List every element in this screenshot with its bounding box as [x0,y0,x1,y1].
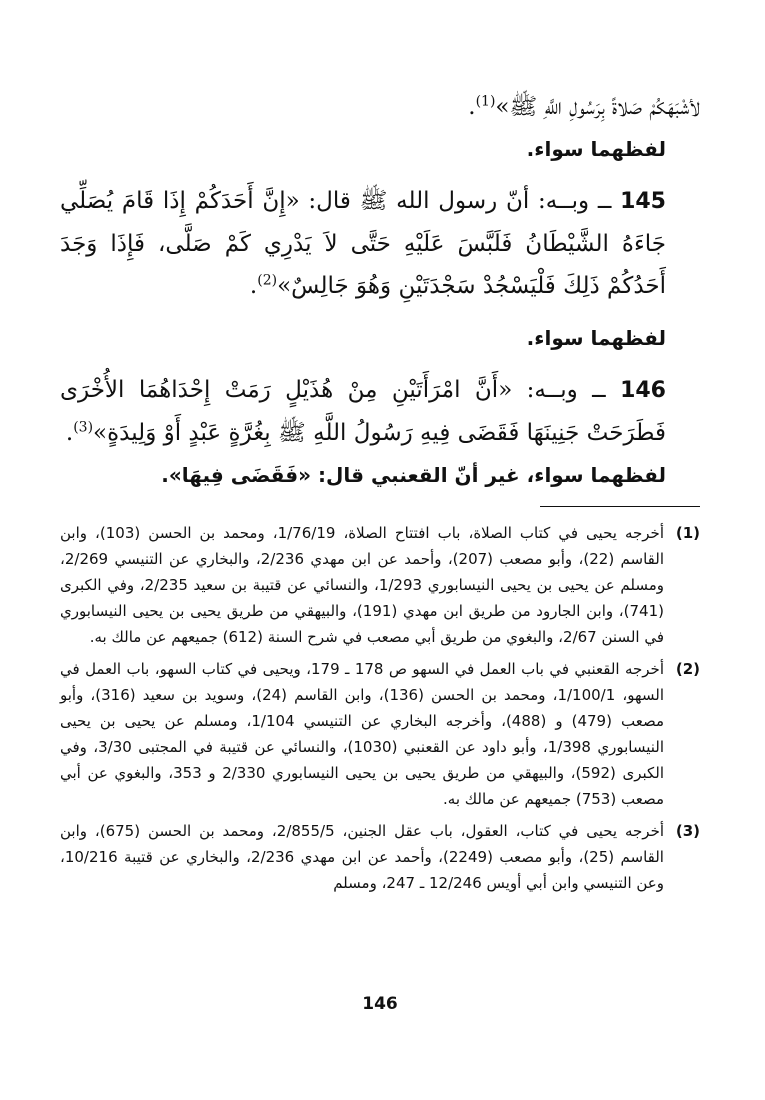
footnote-ref-2: (2) [257,272,278,289]
comparison-note [60,317,700,359]
text-segment: لفظهما سواء. [526,137,666,161]
hadith-145 [60,180,700,307]
footnote-number: (3) [675,822,700,840]
text-segment: . [249,273,258,299]
footnote-2 [60,656,700,812]
footnote-text: أخرجه القعنبي في باب العمل في السهو ص 178 ـ 179، ويحيى في كتاب السهو، باب العمل في السهو، 1/100/1، ومحمد بن الحسن (136)، وابن القاسم (24)، وسويد بن سعيد (316)، وأبو مصعب (479) و (488)، وأخرجه البخاري عن التنيسي 1/104، ومسلم عن يحيى بن يحيى النيسابوري 1/398، وأبو داود عن القعنبي (1030)، والنسائي عن قتيبة في المجتبى 3/30، وفي الكبرى (592)، والبيهقي من طريق يحيى بن يحيى النيسابوري 2/330 و 353، والبغوي عن أبي مصعب (753) جميعهم عن مالك به. [60,660,665,808]
footnote-number: (1) [675,524,700,542]
hadith-number: 145 [620,189,666,214]
footnote-text: أخرجه يحيى في كتاب، العقول، باب عقل الجنين، 2/855/5، ومحمد بن الحسن (675)، وابن القاسم (25)، وأبو مصعب (2249)، وأحمد عن ابن مهدي 2/236، والبخاري عن قتيبة 10/216، وعن التنيسي وابن أبي أويس 12/246 ـ 247، ومسلم [60,822,665,892]
footnotes [60,520,700,902]
footnote-3 [60,818,700,896]
footnote-ref-3: (3) [73,419,94,436]
footnote-text: أخرجه يحيى في كتاب الصلاة، باب افتتاح الصلاة، 1/76/19، ومحمد بن الحسن (103)، وابن القاسم (22)، وأبو مصعب (207)، وأحمد عن ابن مهدي 2/236، والبخاري عن التنيسي 2/269، ومسلم عن يحيى بن يحيى النيسابوري 1/293، والنسائي عن قتيبة بن سعيد 2/235، وفي الكبرى (741)، وابن الجارود من طريق ابن مهدي (191)، والبيهقي من طريق يحيى بن يحيى النيسابوري في السنن 2/67، والبغوي من طريق أبي مصعب في شرح السنة (612) جميعهم عن مالك به. [60,524,665,646]
document-page [60,0,700,1100]
text-segment: ــ وبــه: أنّ رسول الله ﷺ قال: «إِنَّ أَحَدَكُمْ إِذَا قَامَ يُصَلِّي جَاءَهُ الشَّيْطَانُ فَلَبَّسَ عَلَيْهِ حَتَّى لاَ يَدْرِي كَمْ صَلَّى، فَإِذَا وَجَدَ أَحَدُكُمْ ذَلِكَ فَلْيَسْجُدْ سَجْدَتَيْنِ وَهُوَ جَالِسٌ» [60,188,666,299]
main-text [60,86,700,496]
hadith-ending-line [60,86,700,128]
text-segment: لفظهما سواء، غير أنّ القعنبي قال: «فَقَضَى فِيهَا». [161,463,666,487]
page-number: 146 [362,994,398,1014]
text-segment: لفظهما سواء. [526,326,666,350]
footnote-separator [540,506,700,507]
comparison-note [60,454,700,496]
footnote-ref-1: (1) [475,93,496,110]
text-segment: . [468,94,476,120]
text-segment: ــ وبــه: «أَنَّ امْرَأَتَيْنِ مِنْ هُذَيْلٍ رَمَتْ إِحْدَاهُمَا الأُخْرَى فَطَرَحَتْ جَنِينَهَا فَقَضَى فِيهِ رَسُولُ اللَّهِ ﷺ بِغُرَّةٍ عَبْدٍ أَوْ وَلِيدَةٍ» [60,377,666,446]
comparison-note [60,128,700,170]
footnote-number: (2) [675,660,700,678]
hadith-146 [60,369,700,454]
text-segment: . [65,420,74,446]
footnote-1 [60,520,700,650]
hadith-number: 146 [620,378,666,403]
text-segment: لأشْبَهَكُمْ صَلاةً بِرَسُولِ اللَّهِ ﷺ» [495,94,700,120]
